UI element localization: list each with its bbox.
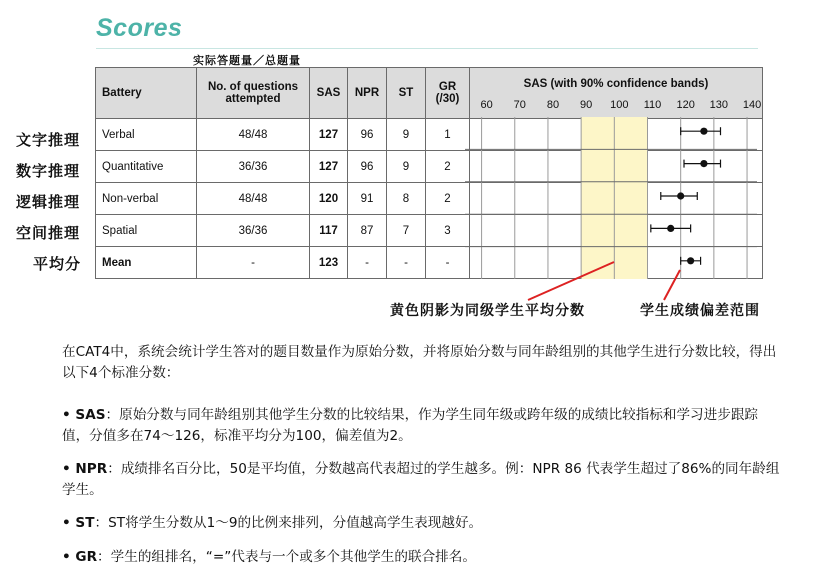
cell-questions: 48/48 <box>197 183 310 215</box>
cell-sas: 117 <box>310 215 348 247</box>
x-tick-label: 80 <box>546 99 560 111</box>
header-st: ST <box>387 68 426 119</box>
cell-questions: 48/48 <box>197 119 310 151</box>
sas-heading: • SAS <box>62 407 106 423</box>
header-npr: NPR <box>348 68 387 119</box>
intro-paragraph: 在CAT4中，系统会统计学生答对的题目数量作为原始分数，并将原始分数与同年龄组别的其他学生进行分数比较，得出以下4个标准分数： <box>62 344 777 381</box>
cell-battery: Non-verbal <box>96 183 197 215</box>
x-tick-label: 70 <box>513 99 526 111</box>
header-questions: No. of questions attempted <box>197 68 310 119</box>
npr-text: ：成绩排名百分比，50是平均值，分数越高代表超过的学生越多。例：NPR 86 代表学生超过了86%的同年龄组学生。 <box>62 461 780 498</box>
cell-battery: Mean <box>96 247 197 279</box>
st-text: ：ST将学生分数从1～9的比例来排列，分值越高学生表现越好。 <box>94 515 483 531</box>
header-gr: GR (/30) <box>426 68 470 119</box>
cell-npr: 96 <box>348 119 387 151</box>
st-heading: • ST <box>62 515 95 531</box>
error-pointer-line <box>664 270 680 300</box>
cell-npr: 96 <box>348 151 387 183</box>
st-paragraph <box>62 513 782 534</box>
gr-heading: • GR <box>62 549 98 565</box>
row-label-cn-quantitative: 数字推理 <box>16 162 81 180</box>
header-battery: Battery <box>96 68 197 119</box>
cell-sas: 123 <box>310 247 348 279</box>
row-label-cn-mean: 平均分 <box>33 255 82 273</box>
cell-battery: Verbal <box>96 119 197 151</box>
cell-st: 9 <box>387 119 426 151</box>
annotation-questions-attempted: 实际答题量／总题量 <box>193 54 301 67</box>
cell-battery: Spatial <box>96 215 197 247</box>
cell-st: 7 <box>387 215 426 247</box>
x-tick-label: 90 <box>580 99 593 111</box>
cell-gr: 1 <box>426 119 470 151</box>
row-label-cn-nonverbal: 逻辑推理 <box>16 193 81 211</box>
annotation-band: 黄色阴影为同级学生平均分数 <box>390 303 585 319</box>
gr-paragraph <box>62 547 782 568</box>
cell-st: 9 <box>387 151 426 183</box>
annotation-error-range: 学生成绩偏差范围 <box>640 303 760 319</box>
sas-text: ：原始分数与同年龄组别其他学生分数的比较结果，作为学生同年级或跨年级的成绩比较指标和学习进步跟踪值，分值多在74～126，标准平均分为100，偏差值为2。 <box>62 407 759 444</box>
x-tick-label: 60 <box>480 99 493 111</box>
x-tick-label: 110 <box>643 99 662 111</box>
page-title: Scores <box>96 14 183 42</box>
cell-npr: 87 <box>348 215 387 247</box>
cell-battery: Quantitative <box>96 151 197 183</box>
x-tick-label: 140 <box>742 99 762 111</box>
cell-npr: 91 <box>348 183 387 215</box>
cell-sas: 127 <box>310 151 348 183</box>
sas-paragraph <box>62 405 782 447</box>
npr-heading: • NPR <box>62 461 108 477</box>
x-tick-label: 120 <box>676 99 695 111</box>
cell-st: - <box>387 247 426 279</box>
header-sas: SAS <box>310 68 348 119</box>
x-tick-label: 130 <box>709 99 729 111</box>
row-label-cn-verbal: 文字推理 <box>16 131 81 149</box>
cell-questions: 36/36 <box>197 151 310 183</box>
cell-gr: 3 <box>426 215 470 247</box>
row-label-cn-spatial: 空间推理 <box>16 224 81 242</box>
cell-st: 8 <box>387 183 426 215</box>
cell-sas: 127 <box>310 119 348 151</box>
npr-paragraph <box>62 459 782 501</box>
cell-gr: 2 <box>426 151 470 183</box>
chart-title: SAS (with 90% confidence bands) <box>523 78 709 90</box>
x-tick-label: 100 <box>610 99 629 111</box>
cell-gr: - <box>426 247 470 279</box>
cell-questions: - <box>197 247 310 279</box>
cell-npr: - <box>348 247 387 279</box>
cell-sas: 120 <box>310 183 348 215</box>
band-pointer-line <box>528 262 614 300</box>
cell-gr: 2 <box>426 183 470 215</box>
gr-text: ：学生的组排名，“=”代表与一个或多个其他学生的联合排名。 <box>97 549 476 565</box>
cell-questions: 36/36 <box>197 215 310 247</box>
